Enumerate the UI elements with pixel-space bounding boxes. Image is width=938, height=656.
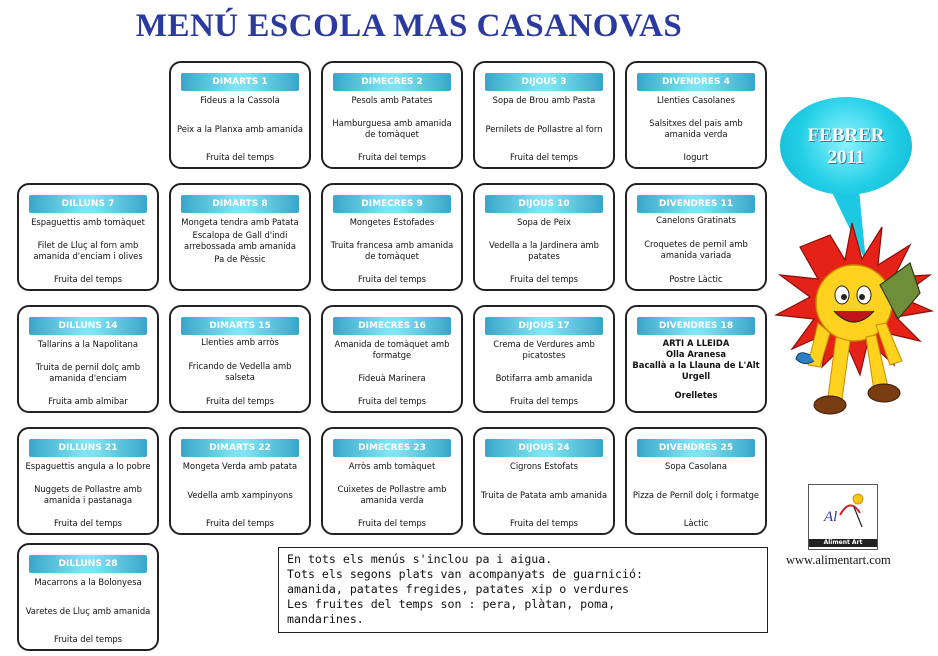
menu-item: Llenties Casolanes — [657, 95, 735, 105]
menu-notes — [278, 547, 768, 633]
menu-item: Fruita del temps — [357, 274, 427, 284]
day-card-dimarts-1 — [169, 61, 311, 169]
menu-item: Filet de Lluç al forn amb amanida d'enciam i olives — [33, 240, 143, 261]
menu-item: Bacallà a la Llauna de L'Alt Urgell — [632, 360, 760, 381]
menu-item: Fideuà Marinera — [358, 373, 426, 383]
menu-item: Fruita del temps — [53, 274, 123, 284]
menu-item: Fruita del temps — [509, 152, 579, 162]
day-card-dilluns-14 — [17, 305, 159, 413]
note-line: En tots els menús s'inclou pa i aigua. — [287, 552, 553, 566]
menu-item: Fruita del temps — [509, 518, 579, 528]
note-line: amanida, patates fregides, patates xip o verdures — [287, 582, 630, 596]
day-header: DILLUNS 21 — [29, 439, 147, 457]
menu-item: Pesols amb Patates — [351, 95, 433, 105]
menu-item: Fruita del temps — [509, 274, 579, 284]
menu-item: Vedella a la Jardinera amb patates — [489, 240, 599, 261]
day-header: DIMARTS 15 — [181, 317, 299, 335]
month-label: FEBRER — [807, 125, 885, 146]
day-card-dilluns-7 — [17, 183, 159, 291]
menu-item: Pizza de Pernil dolç i formatge — [632, 489, 760, 500]
svg-text:Al: Al — [824, 509, 838, 525]
menu-item: Fruita del temps — [205, 396, 275, 406]
day-card-dimarts-22 — [169, 427, 311, 535]
day-card-dimarts-8 — [169, 183, 311, 291]
menu-item: Mongeta tendra amb Patata — [181, 217, 299, 227]
menu-item: Truita de Patata amb amanida — [480, 489, 608, 500]
day-card-dijous-17 — [473, 305, 615, 413]
menu-item: Botifarra amb amanida — [495, 373, 593, 383]
day-header: DIVENDRES 11 — [637, 195, 755, 213]
menu-item: Truita de pernil dolç amb amanida d'enciam — [35, 362, 141, 383]
menu-item: Fruita del temps — [357, 152, 427, 162]
day-card-dijous-3 — [473, 61, 615, 169]
day-card-dimecres-16 — [321, 305, 463, 413]
menu-item: Fideus a la Cassola — [200, 95, 280, 105]
menu-item: Fruita del temps — [357, 518, 427, 528]
menu-item: Escalopa de Gall d'indi arrebossada amb amanida — [183, 230, 297, 251]
day-header: DIJOUS 10 — [485, 195, 603, 213]
day-card-dimecres-23 — [321, 427, 463, 535]
day-header: DIVENDRES 25 — [637, 439, 755, 457]
menu-item: Cuixetes de Pollastre amb amanida verda — [337, 484, 447, 505]
menu-item: Làctic — [683, 518, 709, 528]
day-header: DIMARTS 8 — [181, 195, 299, 213]
day-header: DILLUNS 7 — [29, 195, 147, 213]
day-card-dijous-10 — [473, 183, 615, 291]
website-url[interactable]: www.alimentart.com — [786, 553, 891, 567]
day-header: DIMARTS 1 — [181, 73, 299, 91]
menu-item: Fruita amb almibar — [48, 396, 128, 406]
menu-item: Tallarins a la Napolitana — [37, 339, 138, 349]
menu-item: Amanida de tomàquet amb formatge — [334, 339, 450, 360]
menu-item: Pa de Pèssic — [214, 254, 266, 264]
day-header: DIJOUS 17 — [485, 317, 603, 335]
note-line: mandarines. — [287, 612, 364, 626]
menu-item: Sopa de Brou amb Pasta — [492, 95, 596, 105]
day-header: DILLUNS 14 — [29, 317, 147, 335]
menu-item: Arròs amb tomàquet — [348, 461, 436, 471]
day-header: DIMECRES 16 — [333, 317, 451, 335]
menu-item: Canelons Gratinats — [656, 215, 736, 225]
day-card-dilluns-28 — [17, 543, 159, 651]
day-header: DIMARTS 22 — [181, 439, 299, 457]
note-line: Les fruites del temps son : pera, plàtan, poma, — [287, 597, 616, 611]
menu-item: Fruita del temps — [205, 152, 275, 162]
menu-item: Orelletes — [674, 390, 718, 400]
day-card-dimecres-2 — [321, 61, 463, 169]
day-card-dijous-24 — [473, 427, 615, 535]
day-card-divendres-11 — [625, 183, 767, 291]
menu-item: Truita francesa amb amanida de tomàquet — [330, 240, 454, 261]
year-label: 2011 — [827, 147, 865, 168]
menu-item: Croquetes de pernil amb amanida variada — [644, 239, 748, 260]
aliment-art-logo — [808, 484, 878, 550]
month-bubble — [780, 97, 912, 195]
menu-item: Cigrons Estofats — [510, 461, 578, 471]
day-header: DIVENDRES 18 — [637, 317, 755, 335]
menu-item: Vedella amb xampinyons — [187, 489, 293, 500]
menu-item: Pernilets de Pollastre al forn — [485, 123, 603, 134]
menu-item: Mongetes Estofades — [349, 217, 435, 227]
menu-item: Peix a la Planxa amb amanida — [176, 123, 304, 134]
sun-mascot-illustration — [770, 215, 936, 420]
day-header: DIMECRES 9 — [333, 195, 451, 213]
menu-item: Varetes de Lluç amb amanida — [25, 605, 151, 616]
menu-item: Sopa de Peix — [517, 217, 571, 227]
menu-item: Olla Aranesa — [666, 349, 726, 359]
menu-item: Espaguettis angula a lo pobre — [25, 461, 151, 471]
menu-item: Fricando de Vedella amb salseta — [188, 361, 292, 382]
day-header: DIMECRES 2 — [333, 73, 451, 91]
menu-item: Fruita del temps — [53, 518, 123, 528]
menu-item: Llenties amb arròs — [201, 337, 279, 347]
day-header: DIVENDRES 4 — [637, 73, 755, 91]
menu-item: Salsitxes del pais amb amanida verda — [649, 118, 743, 139]
menu-item: ARTI A LLEIDA — [662, 338, 730, 348]
menu-item: Fruita del temps — [509, 396, 579, 406]
menu-item: Espaguettis amb tomàquet — [31, 217, 145, 227]
menu-item: Nuggets de Pollastre amb amanida i pastanaga — [34, 484, 142, 505]
day-header: DIMECRES 23 — [333, 439, 451, 457]
page-title: MENÚ ESCOLA MAS CASANOVAS — [135, 8, 683, 44]
day-card-dimecres-9 — [321, 183, 463, 291]
day-header: DIJOUS 24 — [485, 439, 603, 457]
menu-item: Iogurt — [683, 152, 709, 162]
day-card-divendres-18 — [625, 305, 767, 413]
day-card-dimarts-15 — [169, 305, 311, 413]
day-header: DIJOUS 3 — [485, 73, 603, 91]
menu-item: Crema de Verdures amb picatostes — [493, 339, 595, 360]
menu-item: Sopa Casolana — [665, 461, 727, 471]
day-card-divendres-25 — [625, 427, 767, 535]
menu-item: Postre Làctic — [669, 274, 723, 284]
menu-item: Mongeta Verda amb patata — [182, 461, 298, 471]
note-line: Tots els segons plats van acompanyats de guarnició: — [287, 567, 643, 581]
logo-figure-icon — [810, 487, 876, 535]
day-card-dilluns-21 — [17, 427, 159, 535]
menu-item: Hamburguesa amb amanida de tomàquet — [332, 118, 452, 139]
day-card-divendres-4 — [625, 61, 767, 169]
menu-item: Macarrons a la Bolonyesa — [34, 577, 142, 587]
menu-item: Fruita del temps — [53, 634, 123, 644]
day-header: DILLUNS 28 — [29, 555, 147, 573]
menu-item: Fruita del temps — [205, 518, 275, 528]
logo-caption: Aliment Art — [809, 539, 877, 547]
menu-item: Fruita del temps — [357, 396, 427, 406]
